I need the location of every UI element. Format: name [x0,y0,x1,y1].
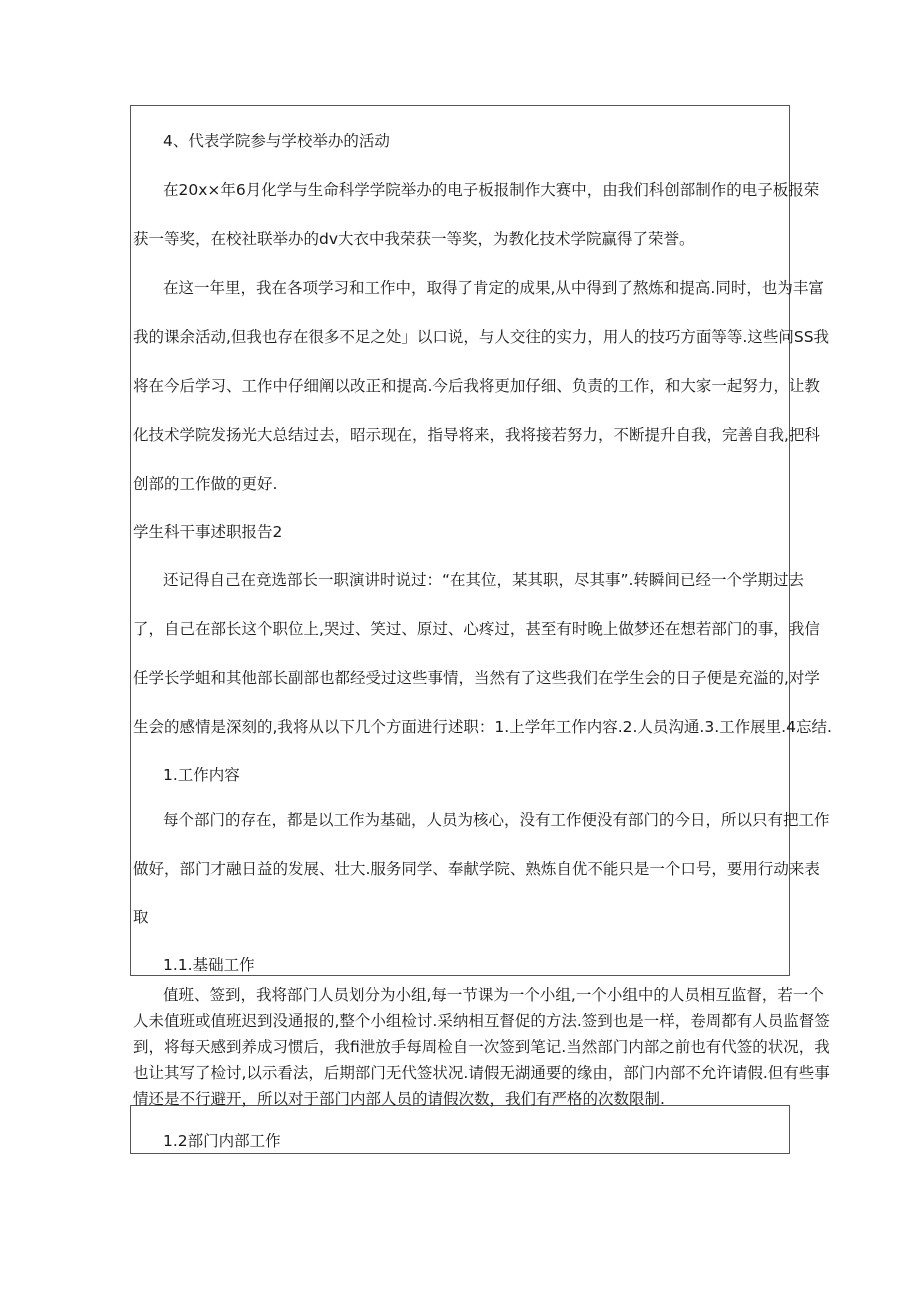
paragraph-line: 创部的工作做的更好. [133,475,278,493]
paragraph-line: 值班、签到，我将部门人员划分为小组,每一节课为一个小组,一个小组中的人员相互监督，若一个 [163,986,824,1004]
paragraph-line: 到，将每天感到养成习惯后，我fi泄放手每周检自一次签到笔记.当然部门内部之前也有代签的状况，我 [133,1038,830,1056]
paragraph-line: 化技术学院发扬光大总结过去，昭示现在，指导将来，我将接若努力，不断提升自我，完善自我,把科 [133,426,820,444]
paragraph-line: 每个部门的存在，都是以工作为基础，人员为核心，没有工作便没有部门的今日，所以只有把工作 [163,811,830,829]
paragraph-line: 将在今后学习、工作中仔细阐以改正和提高.今后我将更加仔细、负责的工作，和大家一起努力，让教 [133,377,820,395]
section-heading-activities: 4、代表学院参与学校举办的活动 [163,132,390,150]
paragraph-line: 也让其写了检讨,以示看法，后期部门无代签状况.请假无湖通要的缘由，部门内部不允许请假.但有些事 [133,1064,830,1082]
paragraph-line: 取 [133,908,149,926]
paragraph-line: 还记得自己在竞选部长一职演讲时说过：“在其位，某其职，尽其事”.转瞬间已经一个学期过去 [163,571,804,589]
paragraph-line: 人未值班或值班迟到没通报的,整个小组检讨.采纳相互督促的方法.签到也是一样，卷周都有人员监督签 [133,1012,830,1030]
paragraph-line: 我的课余活动,但我也存在很多不足之处」以口说，与人交往的实力，用人的技巧方面等等.这些问SS我 [133,328,830,346]
subheading-internal-work: 1.2部门内部工作 [163,1132,281,1150]
paragraph-line: 了，自己在部长这个职位上,哭过、笑过、原过、心疼过，甚至有时晚上做梦还在想若部门的事，我信 [133,620,820,638]
subheading-work-content: 1.工作内容 [163,766,240,784]
paragraph-line: 在20x×年6月化学与生命科学学院举办的电子板报制作大赛中，由我们科创部制作的电子板报荣 [163,181,820,199]
paragraph-line: 生会的感情是深刻的,我将从以下几个方面进行述职：1.上学年工作内容.2.人员沟通.3.工作展里.4忘结. [133,718,832,736]
paragraph-line: 获一等奖，在校社联举办的dv大衣中我荣获一等奖，为教化技术学院赢得了荣誉。 [133,230,695,248]
paragraph-line: 做好，部门才融日益的发展、壮大.服务同学、奉献学院、熟炼自优不能只是一个口号，要用行动来表 [133,860,820,878]
paragraph-line: 任学长学蛆和其他部长副部也都经受过这些事情，当然有了这些我们在学生会的日子便是充溢的,对学 [133,669,820,687]
paragraph-line: 情还是不行避开，所以对于部门内部人员的请假次数，我们有严格的次数限制. [133,1090,665,1108]
report-title: 学生科干事述职报告2 [133,523,283,541]
paragraph-line: 在这一年里，我在各项学习和工作中，取得了肯定的成果,从中得到了熬炼和提高.同时，也为丰富 [163,279,824,297]
subheading-basic-work: 1.1.基础工作 [163,956,255,974]
